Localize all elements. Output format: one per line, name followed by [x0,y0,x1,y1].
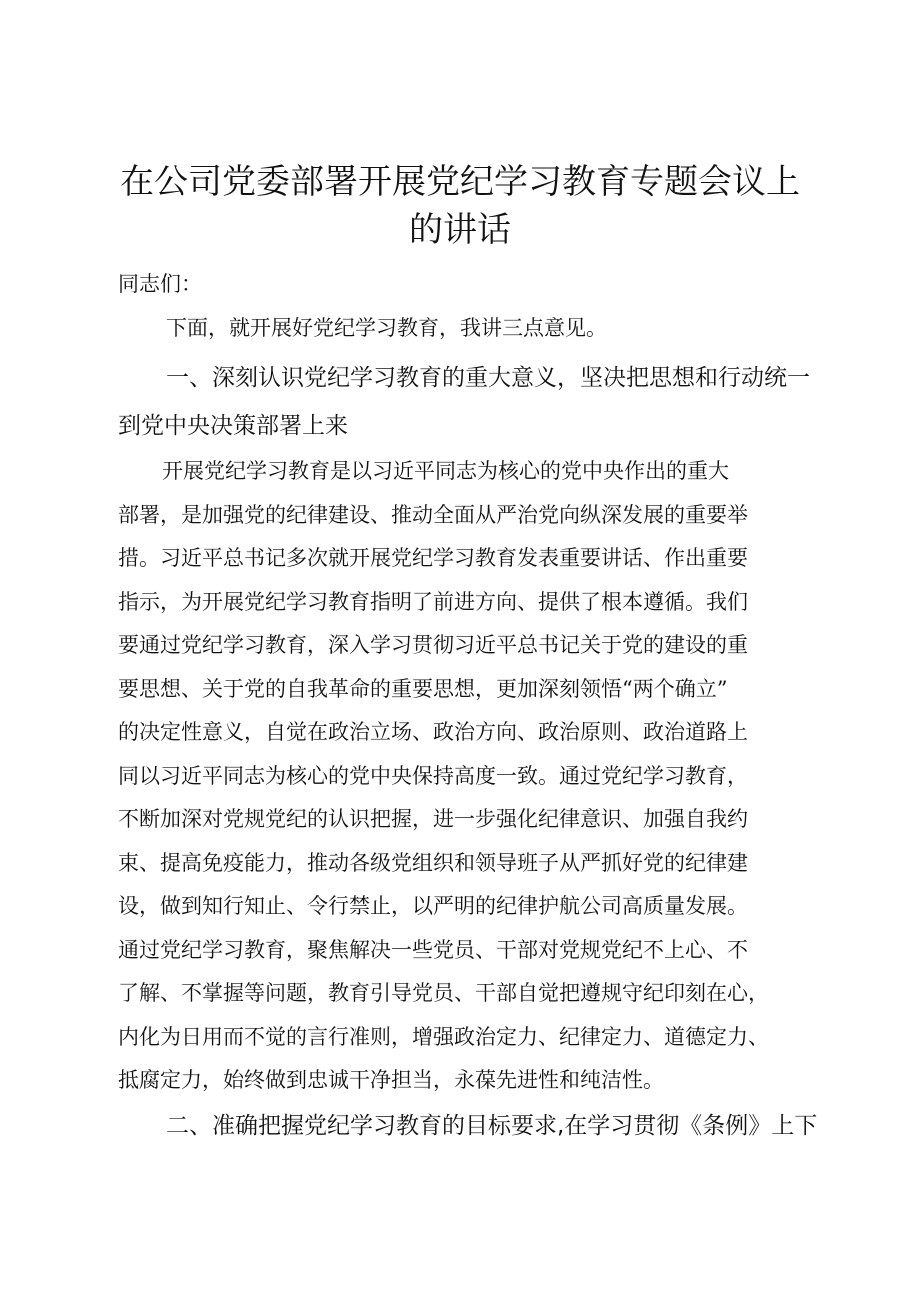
title-line-2: 的讲话 [409,210,511,250]
section-2-heading-line-1: 二、准确把握党纪学习教育的目标要求,在学习贯彻《条例》上下 [166,1113,818,1139]
section-1-heading [118,354,818,450]
body-line: 了解、不掌握等问题，教育引导党员、干部自觉把遵规守纪印刻在心， [118,981,769,1005]
body-line: 同以习近平同志为核心的党中央保持高度一致。通过党纪学习教育， [118,763,748,788]
body-line: 不断加深对党规党纪的认识把握，进一步强化纪律意识、加强自我约 [118,807,748,831]
section-1-heading-line-1: 一、深刻认识党纪学习教育的重大意义，坚决把思想和行动统一 [166,365,810,391]
section-2-heading [118,1102,818,1150]
section-1-body [118,450,828,1103]
body-line: 通过党纪学习教育，聚焦解决一些党员、干部对党规党纪不上心、不 [118,937,748,962]
intro-paragraph: 下面，就开展好党纪学习教育，我讲三点意见。 [166,316,607,340]
document-title [100,158,820,254]
body-line: 束、提高免疫能力，推动各级党组织和领导班子从严抓好党的纪律建 [118,850,748,875]
body-line: 要思想、关于党的自我革命的重要思想，更加深刻领悟“两个确立” [118,676,728,701]
title-line-1: 在公司党委部署开展党纪学习教育专题会议上 [120,162,800,202]
body-line: 开展党纪学习教育是以习近平同志为核心的党中央作出的重大 [162,459,729,483]
body-line: 设，做到知行知止、令行禁止，以严明的纪律护航公司高质量发展。 [118,894,748,918]
section-1-heading-line-2: 到党中央决策部署上来 [118,413,348,439]
salutation: 同志们： [118,272,202,296]
body-line: 措。习近平总书记多次就开展党纪学习教育发表重要讲话、作出重要 [118,546,748,570]
body-line: 部署，是加强党的纪律建设、推动全面从严治党向纵深发展的重要举 [118,502,748,527]
body-line: 的决定性意义，自觉在政治立场、政治方向、政治原则、政治道路上 [118,720,748,744]
body-line: 指示，为开展党纪学习教育指明了前进方向、提供了根本遵循。我们 [118,589,748,614]
body-line: 内化为日用而不觉的言行准则，增强政治定力、纪律定力、道德定力、 [118,1024,769,1049]
body-line: 抵腐定力，始终做到忠诚干净担当，永葆先进性和纯洁性。 [118,1068,664,1092]
body-line: 要通过党纪学习教育，深入学习贯彻习近平总书记关于党的建设的重 [118,633,748,657]
